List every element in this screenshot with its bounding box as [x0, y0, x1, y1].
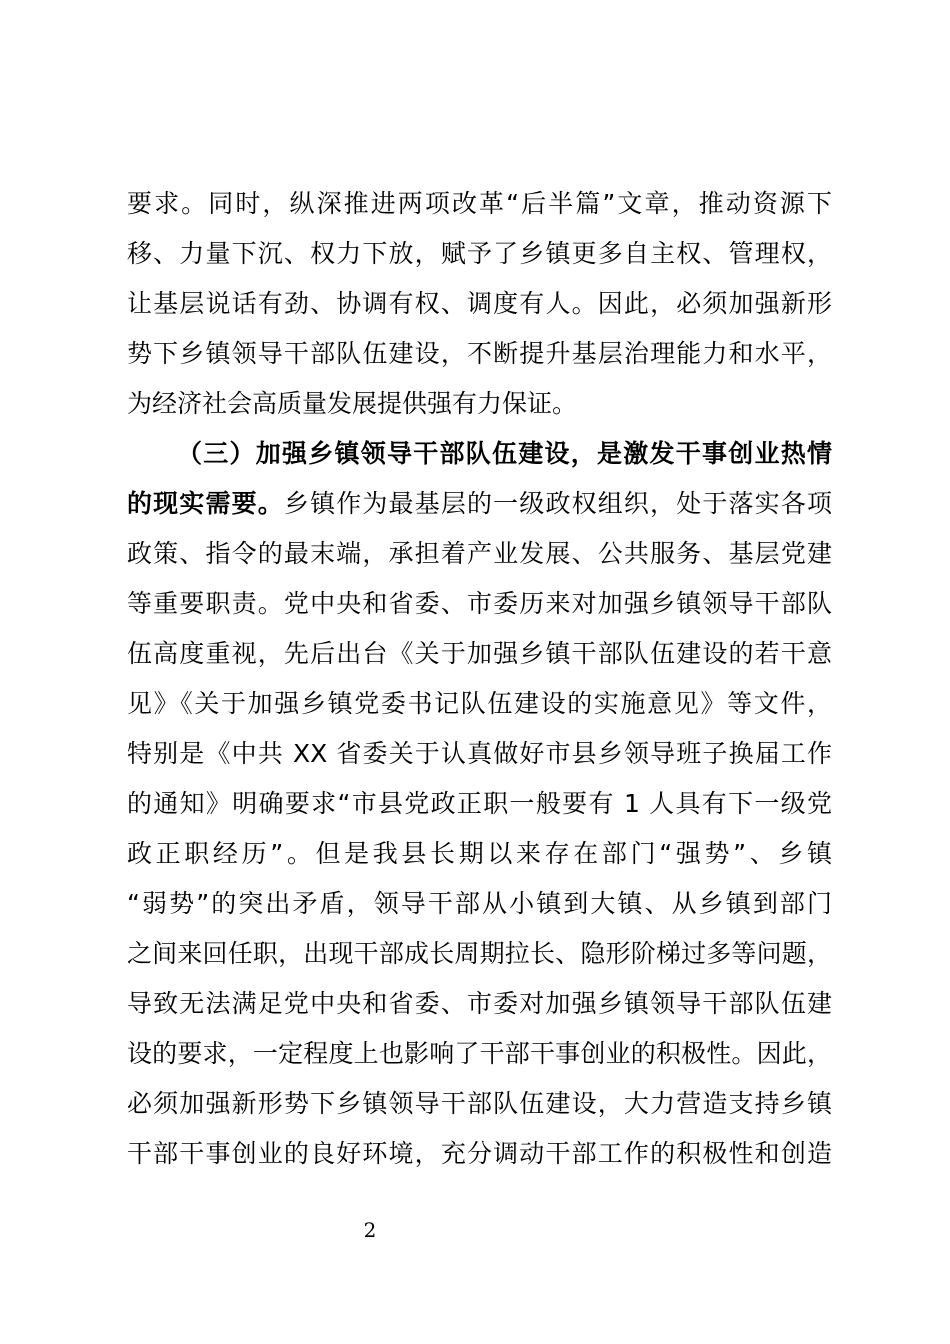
- text-line: 必须加强新形势下乡镇领导干部队伍建设，大力营造支持乡镇: [127, 1089, 832, 1118]
- section-heading-tail: 的现实需要。: [127, 489, 284, 518]
- text-line: 干部干事创业的良好环境，充分调动干部工作的积极性和创造: [127, 1139, 832, 1168]
- section-heading: （三）加强乡镇领导干部队伍建设，是激发干事创业热情: [177, 439, 832, 468]
- text-line: 政正职经历”。但是我县长期以来存在部门“强势”、乡镇: [127, 839, 832, 868]
- text-line: “弱势”的突出矛盾，领导干部从小镇到大镇、从乡镇到部门: [127, 889, 832, 918]
- text-line: 为经济社会高质量发展提供强有力保证。: [127, 389, 578, 418]
- text-line: 之间来回任职，出现干部成长周期拉长、隐形阶梯过多等问题，: [127, 939, 832, 968]
- text-line: 见》《关于加强乡镇党委书记队伍建设的实施意见》等文件，: [127, 689, 832, 718]
- text-line: 导致无法满足党中央和省委、市委对加强乡镇领导干部队伍建: [127, 989, 832, 1018]
- text-line: 让基层说话有劲、协调有权、调度有人。因此，必须加强新形: [127, 289, 832, 318]
- text-line-mixed: [127, 484, 832, 524]
- text-line: 的通知》明确要求“市县党政正职一般要有 1 人具有下一级党: [127, 789, 832, 818]
- text-line: 伍高度重视，先后出台《关于加强乡镇干部队伍建设的若干意: [127, 639, 832, 668]
- text-line: 政策、指令的最末端，承担着产业发展、公共服务、基层党建: [127, 539, 832, 568]
- text-line: 移、力量下沉、权力下放，赋予了乡镇更多自主权、管理权，: [127, 239, 832, 268]
- text-line-rest: 乡镇作为最基层的一级政权组织，处于落实各项: [283, 489, 832, 518]
- text-line: 等重要职责。党中央和省委、市委历来对加强乡镇领导干部队: [127, 589, 832, 618]
- text-line: 设的要求，一定程度上也影响了干部干事创业的积极性。因此，: [127, 1039, 832, 1068]
- text-line: 要求。同时，纵深推进两项改革“后半篇”文章，推动资源下: [127, 189, 832, 218]
- text-line: 势下乡镇领导干部队伍建设，不断提升基层治理能力和水平，: [127, 339, 832, 368]
- text-line: 特别是《中共 XX 省委关于认真做好市县乡领导班子换届工作: [127, 739, 832, 768]
- page-number: 2: [363, 1218, 377, 1242]
